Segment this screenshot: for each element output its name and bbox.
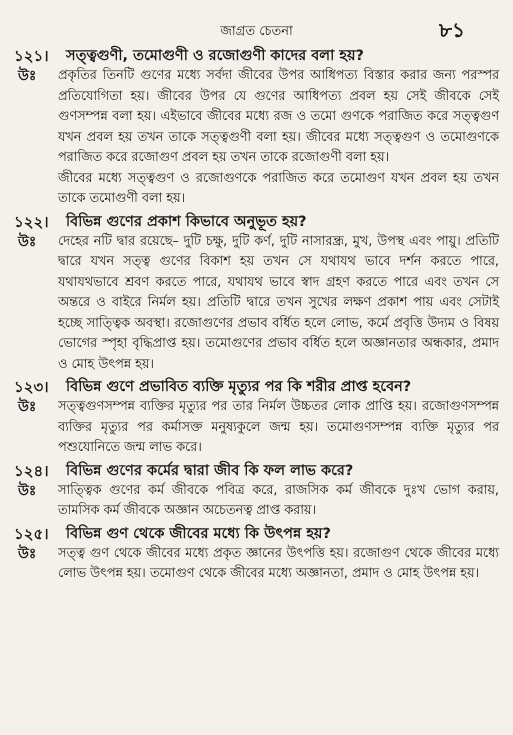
question-text: বিভিন্ন গুণের কর্মের দ্বারা জীব কি ফল লাভ করে? [66, 462, 354, 479]
answer-paragraph: প্রকৃতির তিনটি গুণের মধ্যে সর্বদা জীবের উপর আধিপত্য বিস্তার করার জন্য পরস্পর প্রতিযোগিতা হয়। জীবের উপর যে গুণের আধিপত্য প্রবল হয় সেই জীবকে সেই গুণসম্পন্ন বলা হয়। এইভাবে জীবের মধ্যে রজ ও তমো গুণকে পরাজিত করে সত্ত্বগুণ যখন প্রবল হয় তখন তাকে সত্ত্বগুণী বলা হয়। জীবের মধ্যে সত্ত্বগুণ ও তমোগুণকে পরাজিত করে রজোগুণ প্রবল হয় তখন তাকে রজোগুণী বলা হয়। [58, 68, 499, 165]
question-row [14, 212, 499, 232]
answer-paragraph: সত্ত্ব গুণ থেকে জীবের মধ্যে প্রকৃত জ্ঞানের উৎপত্তি হয়। রজোগুণ থেকে জীবের মধ্যে লোভ উৎপন্ন হয়। তমোগুণ থেকে জীবের মধ্যে অজ্ঞানতা, প্রমাদ ও মোহ উৎপন্ন হয়। [58, 545, 499, 581]
answer-text [58, 232, 499, 376]
answer-label: উঃ [18, 482, 37, 499]
answer-row [14, 544, 499, 585]
question-text: বিভিন্ন গুণে প্রভাবিত ব্যক্তি মৃত্যুর পর কি শরীর প্রাপ্ত হবেন? [66, 379, 412, 395]
answer-paragraph: সাত্ত্বিক গুণের কর্ম জীবকে পবিত্র করে, রাজসিক কর্ম জীবকে দুঃখ ভোগ করায়, তামসিক কর্ম জীবকে অজ্ঞান অচেতনত্ব প্রাপ্ত করায়। [58, 482, 499, 518]
qa-item-122 [14, 212, 499, 376]
running-title: জাগ্রত চেতনা [220, 24, 293, 39]
answer-label: উঃ [18, 233, 37, 250]
answer-label: উঃ [18, 68, 37, 84]
answer-label: উঃ [18, 545, 37, 562]
question-number: ১২৪। [14, 461, 49, 480]
answer-row [14, 66, 499, 210]
question-number: ১২১। [14, 47, 49, 65]
qa-item-124 [14, 461, 499, 522]
answer-row [14, 481, 499, 522]
page-number: ৮১ [439, 18, 465, 42]
answer-row [14, 397, 499, 459]
question-text: বিভিন্ন গুণ থেকে জীবের মধ্যে কি উৎপন্ন হয়? [66, 525, 331, 542]
question-number: ১২৩। [14, 378, 49, 396]
answer-label: উঃ [18, 399, 37, 415]
question-row [14, 46, 499, 66]
answer-paragraph: সত্ত্বগুণসম্পন্ন ব্যক্তির মৃত্যুর পর তার নির্মল উচ্চতর লোক প্রাপ্তি হয়। রজোগুণসম্পন্ন ব্যক্তির মৃত্যুর পর কর্মাসক্ত মনুষ্যকুলে জন্ম হয়। তমোগুণসম্পন্ন ব্যক্তি মৃত্যুর পর পশুযোনিতে জন্ম লাভ করে। [58, 399, 499, 455]
qa-item-125 [14, 524, 499, 585]
question-text: বিভিন্ন গুণের প্রকাশ কিভাবে অনুভূত হয়? [66, 213, 307, 230]
question-row [14, 377, 499, 397]
answer-text [58, 544, 499, 585]
answer-paragraph: দেহের নটি দ্বার রয়েছে– দুটি চক্ষু, দুটি কর্ণ, দুটি নাসারন্ধ্র, মুখ, উপস্থ এবং পায়ু। প্রতিটি দ্বারে যখন সত্ত্ব গুণের বিকাশ হয় তখন সে যথাযথ ভাবে দর্শন করতে পারে, যথাযথভাবে শ্রবণ করতে পারে, যথাযথ ভাবে স্বাদ গ্রহণ করতে পারে এবং তখন সে অন্তরে ও বাইরে নির্মল হয়। প্রতিটি দ্বারে তখন সুখের লক্ষণ প্রকাশ পায় এবং সেটাই হচ্ছে সাত্ত্বিক অবস্থা। রজোগুণের প্রভাব বর্ধিত হলে লোভ, কর্মে প্রবৃত্তি উদ্যম ও বিষয় ভোগের স্পৃহা বৃদ্ধিপ্রাপ্ত হয়। তমোগুণের প্রভাব বর্ধিত হলে অজ্ঞানতার অন্ধকার, প্রমাদ ও মোহ উৎপন্ন হয়। [58, 233, 499, 372]
question-number: ১২২। [14, 212, 49, 231]
question-row [14, 461, 499, 481]
answer-paragraph: জীবের মধ্যে সত্ত্বগুণ ও রজোগুণকে পরাজিত করে তমোগুণ যখন প্রবল হয় তখন তাকে তমোগুণী বলা হয়। [58, 170, 499, 206]
question-number: ১২৫। [14, 524, 49, 543]
question-row [14, 524, 499, 544]
answer-text [58, 397, 499, 459]
page-header [14, 8, 499, 44]
qa-item-123 [14, 377, 499, 459]
answer-text [58, 481, 499, 522]
qa-item-121 [14, 46, 499, 210]
answer-text [58, 66, 499, 210]
answer-row [14, 232, 499, 376]
question-text: সত্ত্বগুণী, তমোগুণী ও রজোগুণী কাদের বলা হয়? [66, 48, 364, 64]
